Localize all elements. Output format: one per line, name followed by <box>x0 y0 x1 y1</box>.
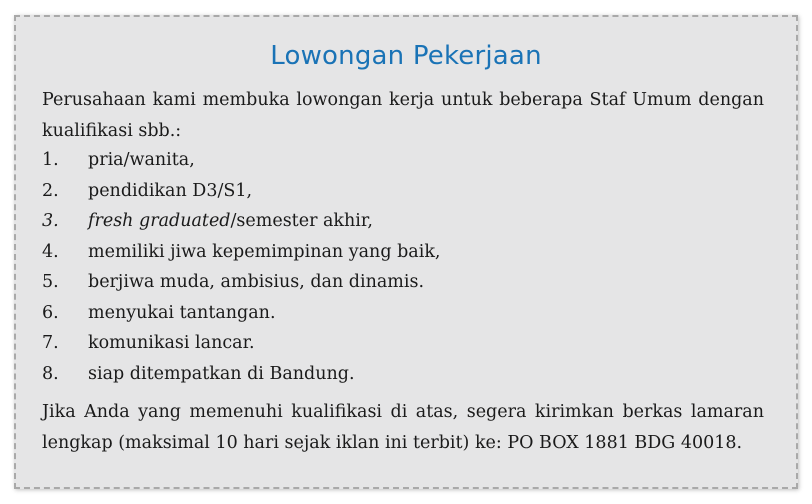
list-text: pria/wanita, <box>88 150 195 170</box>
list-number: 4. <box>42 241 59 262</box>
list-item <box>42 145 764 176</box>
intro-paragraph: Perusahaan kami membuka lowongan kerja untuk beberapa Staf Umum dengan kualifikasi sbb.: <box>42 90 764 141</box>
list-number: 2. <box>42 180 59 201</box>
list-item <box>42 267 764 298</box>
list-text: pendidikan D3/S1, <box>88 180 253 201</box>
list-item <box>42 206 764 237</box>
list-text: memiliki jiwa kepemimpinan yang baik, <box>88 241 441 262</box>
list-text: siap ditempatkan di Bandung. <box>88 363 355 384</box>
list-item <box>42 328 764 359</box>
list-item <box>42 298 764 329</box>
list-number: 3. <box>42 211 59 231</box>
list-item <box>42 237 764 268</box>
list-text: berjiwa muda, ambisius, dan dinamis. <box>88 272 425 292</box>
list-item <box>42 176 764 207</box>
closing-paragraph: Jika Anda yang memenuhi kualifikasi di atas, segera kirimkan berkas lamaran lengkap (maksimal 10 hari sejak iklan ini terbit) ke: PO BOX 1881 BDG 40018. <box>42 402 764 453</box>
list-number: 8. <box>42 363 59 384</box>
list-text-italic: fresh graduated <box>88 211 231 231</box>
ad-title: Lowongan Pekerjaan <box>270 41 542 71</box>
list-number: 6. <box>42 302 59 323</box>
list-text <box>88 206 373 237</box>
list-text: menyukai tantangan. <box>88 302 276 323</box>
list-item <box>42 359 764 390</box>
list-number: 1. <box>42 150 59 170</box>
list-text-rest: /semester akhir, <box>230 211 373 231</box>
list-number: 5. <box>42 272 59 292</box>
qualification-list <box>42 145 764 389</box>
job-ad-card <box>14 15 798 489</box>
list-number: 7. <box>42 333 59 353</box>
list-text: komunikasi lancar. <box>88 333 255 353</box>
